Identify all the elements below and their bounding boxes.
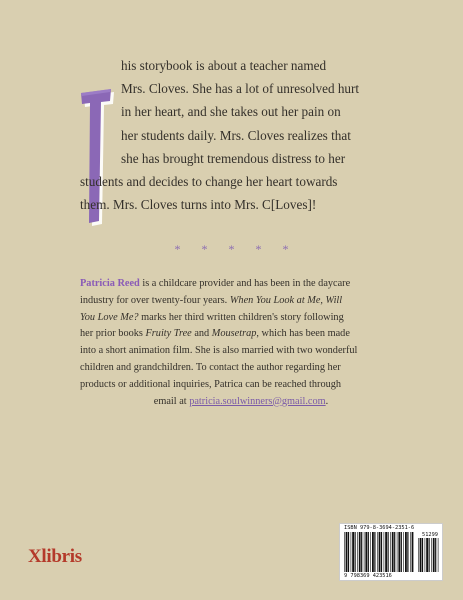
blurb-line: Mrs. Cloves. She has a lot of unresolved hurt: [121, 81, 360, 97]
bio-line: [80, 310, 402, 327]
bio-line: [80, 394, 402, 411]
bio-text: .: [325, 395, 329, 407]
bio-line: [80, 276, 402, 293]
bio-line: into a short animation film. She is also married with two wonderful: [80, 345, 358, 357]
barcode-bars: [344, 532, 414, 572]
book-title: Mousetrap: [211, 328, 257, 340]
bio-line: [80, 326, 402, 343]
bio-text: marks her third written children's story following: [138, 311, 344, 323]
section-divider: [0, 242, 463, 257]
blurb-line: in her heart, and she takes out her pain on: [121, 104, 341, 120]
bio-text: her prior books: [80, 328, 146, 340]
bio-line: children and grandchildren. To contact the author regarding her: [80, 361, 341, 373]
story-blurb: [80, 54, 392, 216]
bio-text: and: [191, 328, 212, 340]
author-bio: [80, 276, 402, 410]
bio-text: , which has been made: [256, 328, 350, 340]
book-title: When You Look at Me, Will: [229, 294, 343, 306]
book-title: You Love Me?: [80, 311, 139, 323]
divider-star: *: [201, 242, 208, 256]
bio-text: email at: [153, 395, 190, 407]
blurb-line: her students daily. Mrs. Cloves realizes that: [121, 127, 351, 143]
blurb-line: she has brought tremendous distress to her: [121, 150, 346, 166]
blurb-line: his storybook is about a teacher named: [121, 58, 327, 73]
bio-text: is a childcare provider and has been in the daycare: [139, 278, 351, 289]
author-email-link[interactable]: patricia.soulwinners@gmail.com: [189, 395, 326, 407]
bio-line: products or additional inquiries, Patrica can be reached through: [80, 378, 342, 390]
barcode: [339, 523, 443, 581]
bio-text: industry for over twenty-four years.: [80, 294, 230, 306]
blurb-line: students and decides to change her heart towards: [80, 174, 338, 190]
price-code: 51299: [422, 532, 438, 538]
barcode-number: 9 798369 423516: [344, 573, 392, 579]
bio-line: [80, 293, 402, 310]
publisher-logo: Xlibris: [28, 546, 82, 567]
isbn-label: ISBN 979-8-3694-2351-6: [344, 525, 415, 531]
divider-star: *: [282, 242, 289, 256]
divider-star: *: [174, 242, 181, 256]
blurb-line: them. Mrs. Cloves turns into Mrs. C[Loves]!: [80, 197, 317, 213]
divider-star: *: [255, 242, 262, 256]
book-title: Fruity Tree: [145, 328, 192, 340]
barcode-addon-bars: [418, 538, 440, 572]
author-name: Patricia Reed: [80, 278, 140, 289]
divider-star: *: [228, 242, 235, 256]
